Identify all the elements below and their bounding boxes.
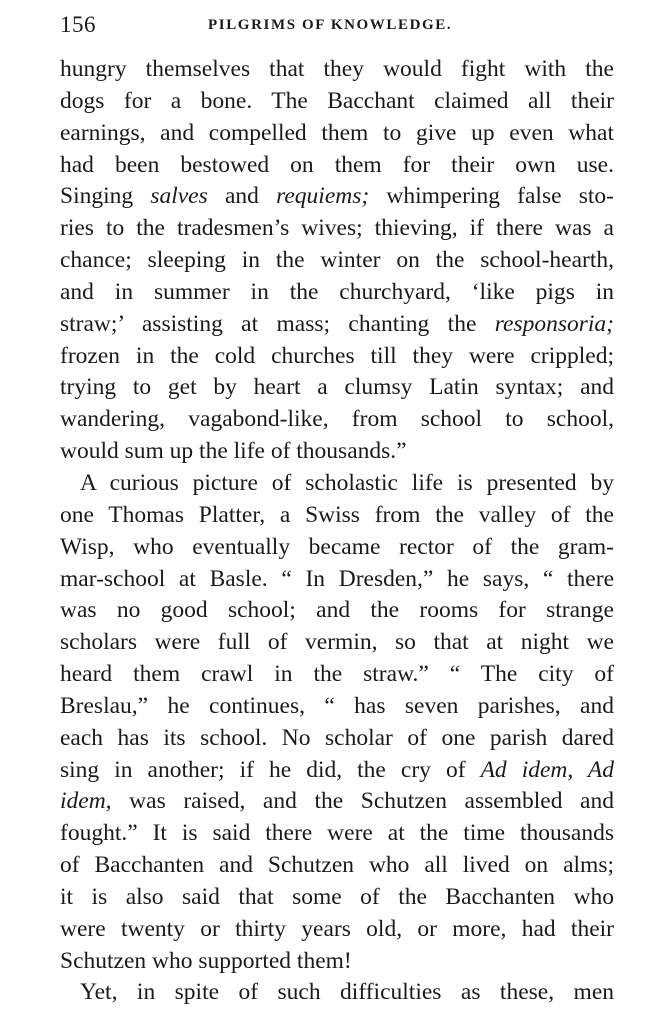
text-line: had been bestowed on them for their own use. (60, 151, 614, 178)
text-line: mar-school at Basle. “ In Dresden,” he says, “ there (60, 565, 614, 592)
text-line: fought.” It is said there were at the time thousands (60, 820, 614, 847)
text-line: and in summer in the churchyard, ‘like pigs in (60, 278, 614, 305)
paragraph-start-line: Yet, in spite of such difficulties as these, men (80, 979, 614, 1006)
text-line: dogs for a bone. The Bacchant claimed all their (60, 87, 614, 114)
text-line: ries to the tradesmen’s wives; thieving, if there was a (60, 215, 614, 242)
text-line: hungry themselves that they would fight with the (60, 56, 614, 82)
text-line: frozen in the cold churches till they were crippled; (60, 342, 614, 369)
paragraph-start-line: A curious picture of scholastic life is presented by (80, 469, 614, 496)
text-line: it is also said that some of the Bacchanten who (60, 883, 614, 910)
italic-word: salves (150, 183, 208, 210)
text-line: chance; sleeping in the winter on the school-hearth, (60, 247, 614, 274)
text-line: each has its school. No scholar of one parish dared (60, 724, 614, 751)
text-line: Wisp, who eventually became rector of the gram- (60, 533, 614, 560)
text-line: Schutzen who supported them! (60, 947, 352, 974)
page-number: 156 (60, 12, 96, 37)
italic-word: idem, (60, 788, 112, 815)
text-line: straw;’ assisting at mass; chanting the responsoria; (60, 310, 614, 337)
text-line: Singing salves and requiems; whimpering false sto- (60, 183, 614, 210)
text-line: earnings, and compelled them to give up even what (60, 119, 614, 146)
text-line: one Thomas Platter, a Swiss from the valley of the (60, 501, 614, 528)
text-line: heard them crawl in the straw.” “ The city of (60, 661, 614, 688)
text-line: Breslau,” he continues, “ has seven parishes, and (60, 692, 614, 719)
text-line: idem, was raised, and the Schutzen assembled and (60, 788, 614, 815)
italic-word: responsoria; (494, 310, 614, 337)
italic-word: Ad idem, Ad (480, 756, 614, 783)
text-line: was no good school; and the rooms for strange (60, 597, 614, 624)
running-head (60, 12, 616, 42)
italic-word: requiems; (276, 183, 370, 210)
text-line: wandering, vagabond-like, from school to school, (60, 406, 614, 433)
text-line: would sum up the life of thousands.” (60, 438, 407, 465)
text-line: of Bacchanten and Schutzen who all lived on alms; (60, 852, 614, 879)
text-line: scholars were full of vermin, so that at night we (60, 629, 614, 656)
body-text (60, 54, 614, 1009)
text-line: trying to get by heart a clumsy Latin syntax; and (60, 374, 614, 401)
text-line: were twenty or thirty years old, or more, had their (60, 915, 614, 942)
text-line: sing in another; if he did, the cry of Ad idem, Ad (60, 756, 614, 783)
running-title: PILGRIMS OF KNOWLEDGE. (208, 17, 453, 33)
